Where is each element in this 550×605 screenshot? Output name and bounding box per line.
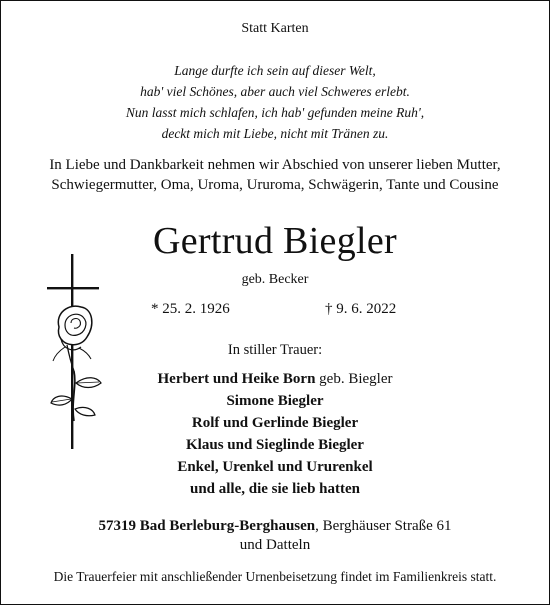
family-line xyxy=(1,368,549,390)
death-date: † 9. 6. 2022 xyxy=(325,301,397,317)
poem xyxy=(1,60,549,144)
address xyxy=(1,517,549,555)
family-name-suffix: geb. Biegler xyxy=(315,371,393,387)
poem-line: Nun lasst mich schlafen, ich hab' gefunden meine Ruh', xyxy=(125,105,425,120)
intro-text xyxy=(1,155,549,195)
family-line: Klaus und Sieglinde Biegler xyxy=(186,437,364,453)
mourning-label: In stiller Trauer: xyxy=(227,342,323,358)
family-line: Rolf und Gerlinde Biegler xyxy=(191,415,359,431)
address-street: , Berghäuser Straße 61 xyxy=(315,518,452,534)
family-line: Enkel, Urenkel und Ururenkel xyxy=(177,459,373,475)
intro-line: Schwiegermutter, Oma, Uroma, Ururoma, Schwägerin, Tante und Cousine xyxy=(51,177,499,193)
poem-line: Lange durfte ich sein auf dieser Welt, xyxy=(174,63,376,78)
birth-date: * 25. 2. 1926 xyxy=(151,301,230,317)
family-name-bold: Herbert und Heike Born xyxy=(157,371,316,387)
family-line: Simone Biegler xyxy=(226,393,324,409)
family-list xyxy=(1,368,549,500)
intro-line: In Liebe und Dankbarkeit nehmen wir Abschied von unserer lieben Mutter, xyxy=(49,157,501,173)
header-text: Statt Karten xyxy=(241,21,309,36)
maiden-name: geb. Becker xyxy=(241,272,309,287)
address-place: 57319 Bad Berleburg-Berghausen xyxy=(98,518,316,534)
poem-line: hab' viel Schönes, aber auch viel Schweres erlebt. xyxy=(140,84,410,99)
footer-text: Die Trauerfeier mit anschließender Urnenbeisetzung findet im Familienkreis statt. xyxy=(53,569,497,584)
deceased-name: Gertrud Biegler xyxy=(152,220,398,262)
address-line xyxy=(1,517,549,536)
address-line-2: und Datteln xyxy=(239,537,311,553)
family-line: und alle, die sie lieb hatten xyxy=(189,481,361,497)
poem-line: deckt mich mit Liebe, nicht mit Tränen zu. xyxy=(161,126,389,141)
